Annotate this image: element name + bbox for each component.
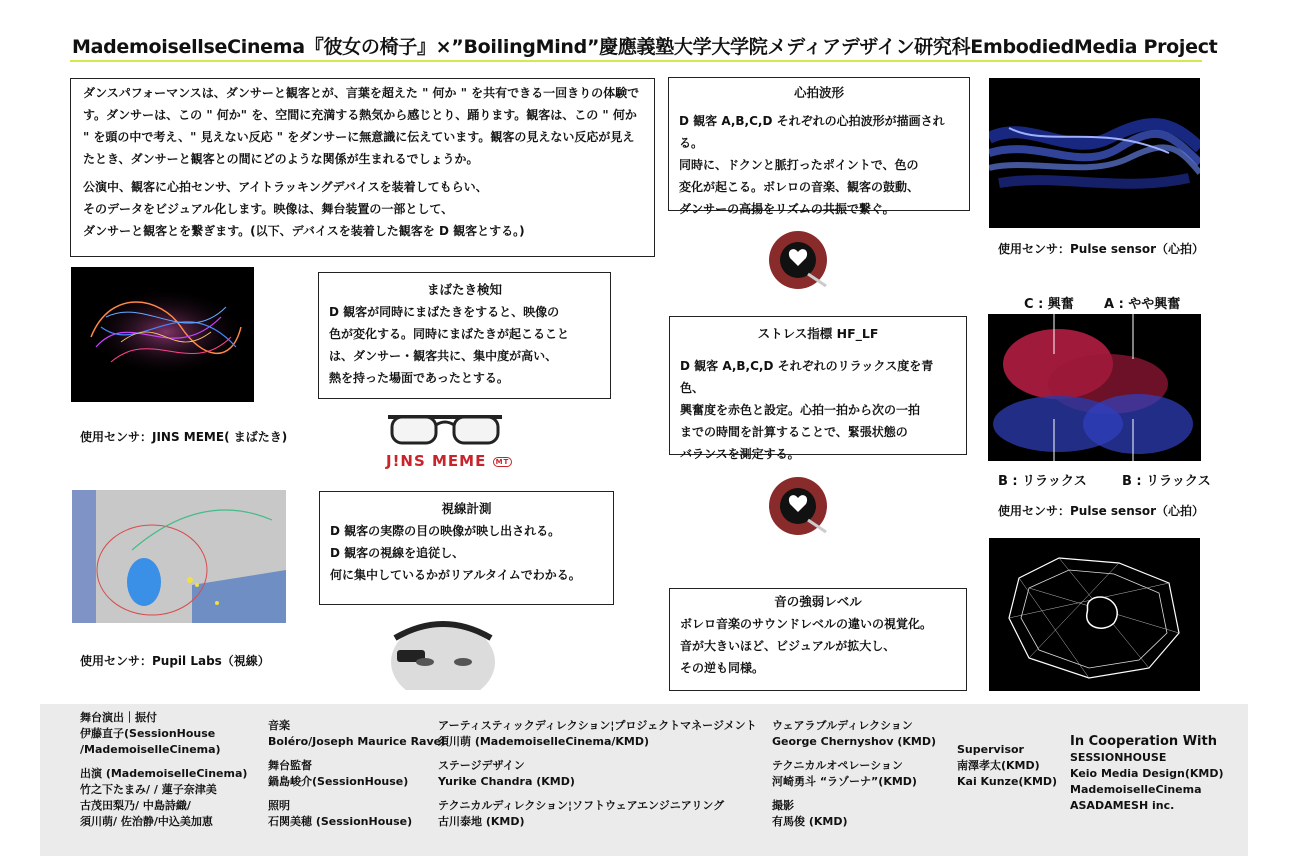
- stress-line: D 観客 A,B,C,D それぞれのリラックス度を青色、: [680, 359, 934, 395]
- credit-name: Boléro/Joseph Maurice Ravel: [268, 735, 445, 748]
- heartwave-line: ダンサーの高揚をリズムの共振で繋ぐ。: [679, 202, 895, 216]
- credit-name: George Chernyshov (KMD): [772, 735, 937, 748]
- stress-label-c: C : 興奮: [1024, 297, 1074, 312]
- credits-column-3: [438, 718, 757, 830]
- credit-role: ステージデザイン: [438, 759, 525, 772]
- credit-name: Kai Kunze(KMD): [957, 775, 1058, 788]
- credit-role: 撮影: [772, 799, 794, 812]
- stress-sensor-caption: 使用センサ：Pulse sensor（心拍）: [998, 504, 1205, 518]
- credit-role: ウェアラブルディレクション: [772, 719, 913, 732]
- pupil-labs-headset-image: [385, 614, 501, 690]
- credit-name: 石関美穂 (SessionHouse): [268, 815, 413, 828]
- credit-role: 舞台演出｜振付: [80, 711, 157, 724]
- credit-name: SESSIONHOUSE: [1070, 751, 1167, 764]
- credit-block: [772, 718, 936, 750]
- credit-name: 古茂田梨乃/ 中島詩織/: [80, 799, 191, 812]
- gaze-line: D 観客の実際の目の映像が映し出される。: [330, 524, 561, 538]
- credit-block: [80, 766, 247, 830]
- credit-block: [438, 718, 757, 750]
- heartwave-box: [668, 77, 970, 216]
- credits-cooperation: [1070, 734, 1224, 814]
- credit-block: [438, 798, 757, 830]
- sound-line: ボレロ音楽のサウンドレベルの違いの視覚化。: [680, 617, 933, 631]
- heartwave-title: 心拍波形: [793, 85, 844, 100]
- page-title: MademoisellseCinema『彼女の椅子』×”BoilingMind”慶應義塾大学大学院メディアデザイン研究科EmbodiedMedia Project: [72, 36, 1218, 58]
- intro-paragraph-1: ダンスパフォーマンスは、ダンサーと観客とが、言葉を超えた " 何か " を共有できる一回きりの体験です。ダンサーは、この " 何か" を、空間に充満する熱気から感じとり、踊ります。観客は、この " 何か " を頭の中で考え、" 見えない反応 " をダンサーに無意識に伝えています。観客の見えない反応が見えたとき、ダンサーと観客との間にどのような関係が生まれるでしょうか。: [83, 86, 640, 166]
- blink-sensor-caption: 使用センサ：JINS MEME( まばたき): [80, 430, 288, 444]
- sound-box: [669, 588, 967, 691]
- stress-line: バランスを測定する。: [680, 447, 800, 461]
- stress-visual-image: [988, 314, 1201, 461]
- jins-meme-logo: J!NS MEME: [386, 452, 487, 470]
- credit-role: 舞台監督: [268, 759, 312, 772]
- credit-name: 伊藤直子(SessionHouse: [80, 727, 216, 740]
- credit-block: [438, 758, 757, 790]
- credit-block: [268, 718, 445, 750]
- stress-label-a: A : やや興奮: [1104, 297, 1181, 312]
- credit-name: 竹之下たまみ/ / 蓮子奈津美: [80, 783, 217, 796]
- credit-name: 有馬俊 (KMD): [772, 815, 848, 828]
- credit-block: [772, 798, 936, 830]
- blink-line: D 観客が同時にまばたきをすると、映像の: [329, 305, 560, 319]
- intro-paragraph-2: [83, 176, 642, 242]
- credit-name: ASADAMESH inc.: [1070, 799, 1175, 812]
- gaze-line: D 観客の視線を追従し、: [330, 546, 465, 560]
- sound-visual-image: [989, 538, 1200, 691]
- jins-meme-glasses-image: [380, 405, 510, 480]
- blink-visual-image: [71, 267, 254, 402]
- intro-box: [70, 78, 655, 257]
- credit-name: 鍋島峻介(SessionHouse): [268, 775, 409, 788]
- pulse-sensor-icon: [768, 230, 828, 290]
- blink-line: 色が変化する。同時にまばたきが起こること: [329, 327, 570, 341]
- credit-name: 須川萌 (MademoiselleCinema/KMD): [438, 735, 650, 748]
- stress-line: 興奮度を赤色と設定。心拍一拍から次の一拍: [680, 403, 921, 417]
- credit-block: [268, 758, 445, 790]
- blink-box: [318, 272, 611, 399]
- stress-label-b2: B : リラックス: [1122, 474, 1211, 489]
- credits-column-1: [80, 710, 247, 830]
- sound-line: 音が大きいほど、ビジュアルが拡大し、: [680, 639, 896, 653]
- stress-line: までの時間を計算することで、緊張状態の: [680, 425, 908, 439]
- intro-line: 公演中、観客に心拍センサ、アイトラッキングデバイスを装着してもらい、: [83, 180, 488, 194]
- blink-line: は、ダンサー・観客共に、集中度が高い、: [329, 349, 558, 363]
- sound-title: 音の強弱レベル: [774, 594, 862, 609]
- gaze-box: [319, 491, 614, 605]
- credit-name: 須川萌/ 佐治静/中込美加恵: [80, 815, 213, 828]
- credit-role: テクニカルオペレーション: [772, 759, 903, 772]
- gaze-line: 何に集中しているかがリアルタイムでわかる。: [330, 568, 581, 582]
- credit-name: MademoiselleCinema: [1070, 783, 1202, 796]
- heartwave-visual-image: [989, 78, 1200, 228]
- intro-line: そのデータをビジュアル化します。映像は、舞台装置の一部として、: [83, 202, 454, 216]
- title-underline: [70, 60, 1202, 62]
- credit-block: [268, 798, 445, 830]
- heartwave-line: 変化が起こる。ボレロの音楽、観客の鼓動、: [679, 180, 920, 194]
- heartwave-sensor-caption: 使用センサ：Pulse sensor（心拍）: [998, 242, 1205, 256]
- credit-name: Keio Media Design(KMD): [1070, 767, 1224, 780]
- credit-name: Yurike Chandra (KMD): [438, 775, 575, 788]
- credits-column-2: [268, 718, 445, 830]
- heartwave-line: 同時に、ドクンと脈打ったポイントで、色の: [679, 158, 919, 172]
- stress-label-b1: B : リラックス: [998, 474, 1087, 489]
- credit-role: In Cooperation With: [1070, 734, 1217, 749]
- credit-block: [772, 758, 936, 790]
- credits-column-4: [772, 718, 936, 830]
- credit-name: 古川泰地 (KMD): [438, 815, 525, 828]
- pulse-sensor-icon: [768, 476, 828, 536]
- gaze-title: 視線計測: [441, 501, 492, 516]
- jins-meme-badge: MT: [493, 457, 513, 467]
- gaze-sensor-caption: 使用センサ：Pupil Labs（視線）: [80, 654, 270, 668]
- stress-title: ストレス指標 HF_LF: [757, 326, 879, 341]
- credit-role: アーティスティックディレクション¦プロジェクトマネージメント: [438, 719, 757, 732]
- credit-role: 出演 (MademoiselleCinema): [80, 767, 248, 780]
- credit-block: [80, 710, 247, 758]
- intro-line: ダンサーと観客とを繋ぎます。(以下、デバイスを装着した観客を D 観客とする。): [83, 224, 525, 238]
- credits-supervisor: [957, 742, 1057, 790]
- credit-role: テクニカルディレクション¦ソフトウェアエンジニアリング: [438, 799, 725, 812]
- gaze-visual-image: [72, 490, 286, 623]
- sound-line: その逆も同様。: [680, 661, 765, 675]
- blink-title: まばたき検知: [426, 282, 502, 297]
- credit-role: Supervisor: [957, 743, 1024, 756]
- credit-name: 河崎勇斗 “ラゾーナ”(KMD): [772, 775, 917, 788]
- credit-role: 照明: [268, 799, 290, 812]
- stress-box: [669, 316, 967, 461]
- heartwave-line: D 観客 A,B,C,D それぞれの心拍波形が描画される。: [679, 114, 945, 150]
- blink-line: 熱を持った場面であったとする。: [329, 371, 509, 385]
- credit-role: 音楽: [268, 719, 290, 732]
- credit-name: 南澤孝太(KMD): [957, 759, 1040, 772]
- credit-name: /MademoiselleCinema): [80, 743, 221, 756]
